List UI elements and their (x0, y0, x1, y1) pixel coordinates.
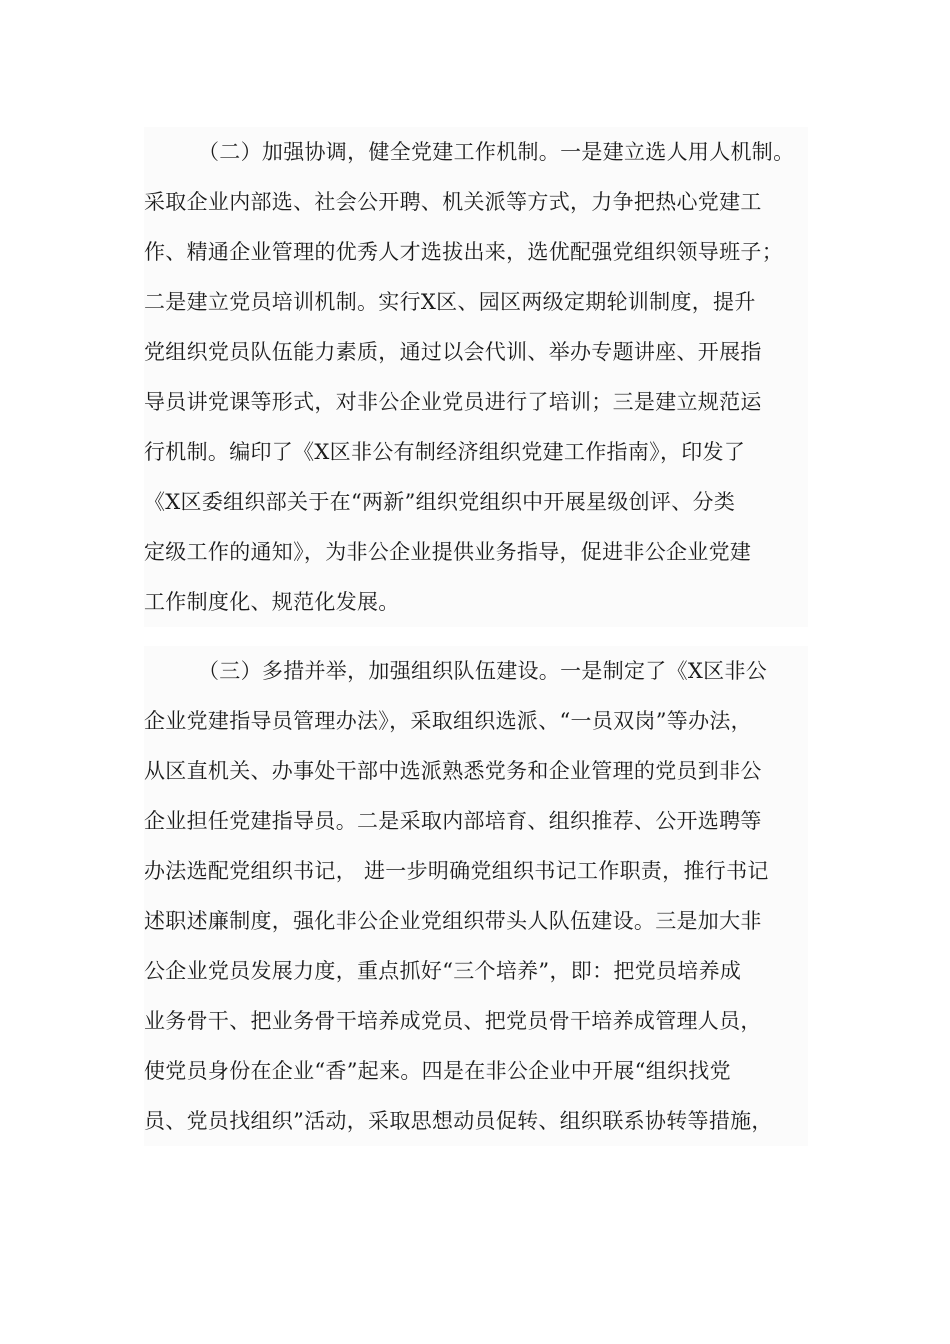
paragraph-2-line-9: 使党员身份在企业“香”起来。四是在非公企业中开展“组织找党 (144, 1046, 808, 1096)
paragraph-1-line-7: 行机制。编印了《X区非公有制经济组织党建工作指南》，印发了 (144, 427, 808, 477)
paragraph-2-line-6: 述职述廉制度，强化非公企业党组织带头人队伍建设。三是加大非 (144, 896, 808, 946)
paragraph-2-line-7: 公企业党员发展力度，重点抓好“三个培养”，即：把党员培养成 (144, 946, 808, 996)
paragraph-1-line-4: 二是建立党员培训机制。实行X区、园区两级定期轮训制度，提升 (144, 277, 808, 327)
paragraph-2-line-5: 办法选配党组织书记， 进一步明确党组织书记工作职责，推行书记 (144, 846, 808, 896)
paragraph-2-line-1: （三）多措并举，加强组织队伍建设。一是制定了《X区非公 (144, 646, 808, 696)
paragraph-1-line-10: 工作制度化、规范化发展。 (144, 577, 808, 627)
paragraph-1-line-9: 定级工作的通知》，为非公企业提供业务指导，促进非公企业党建 (144, 527, 808, 577)
paragraph-1-line-2: 采取企业内部选、社会公开聘、机关派等方式，力争把热心党建工 (144, 177, 808, 227)
paragraph-1-line-1: （二）加强协调，健全党建工作机制。一是建立选人用人机制。 (144, 127, 808, 177)
paragraph-1-line-5: 党组织党员队伍能力素质，通过以会代训、举办专题讲座、开展指 (144, 327, 808, 377)
paragraph-2-line-2: 企业党建指导员管理办法》，采取组织选派、“一员双岗”等办法， (144, 696, 808, 746)
paragraph-1-line-6: 导员讲党课等形式，对非公企业党员进行了培训；三是建立规范运 (144, 377, 808, 427)
paragraph-1-line-3: 作、精通企业管理的优秀人才选拔出来，选优配强党组织领导班子； (144, 227, 808, 277)
paragraph-2-line-4: 企业担任党建指导员。二是采取内部培育、组织推荐、公开选聘等 (144, 796, 808, 846)
paragraph-2-line-3: 从区直机关、办事处干部中选派熟悉党务和企业管理的党员到非公 (144, 746, 808, 796)
paragraph-1-line-8: 《X区委组织部关于在“两新”组织党组织中开展星级创评、分类 (144, 477, 808, 527)
paragraph-2-line-8: 业务骨干、把业务骨干培养成党员、把党员骨干培养成管理人员， (144, 996, 808, 1046)
paragraph-2-line-10: 员、党员找组织”活动，采取思想动员促转、组织联系协转等措施， (144, 1096, 808, 1146)
